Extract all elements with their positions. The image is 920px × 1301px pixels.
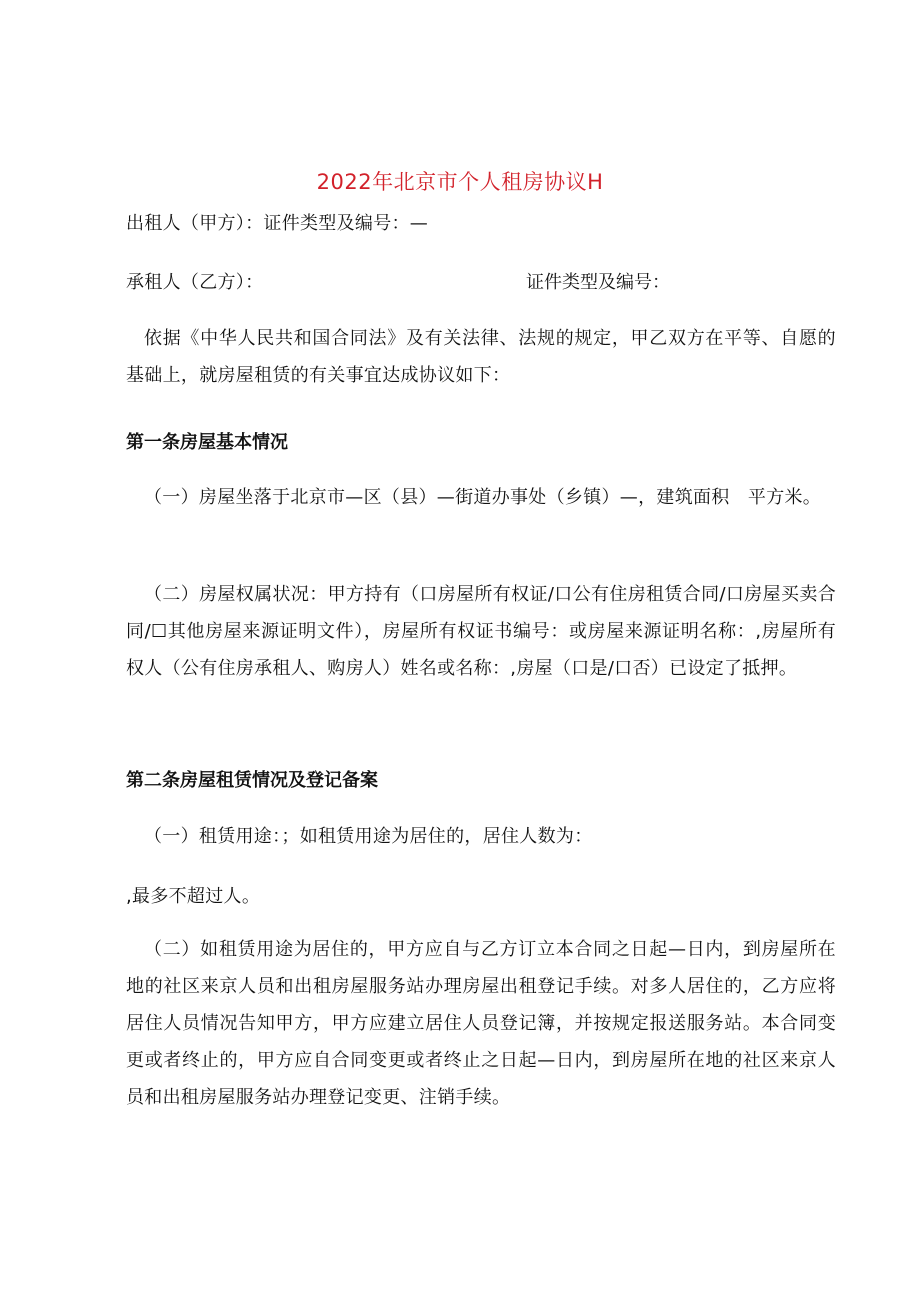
- lessor-line: 出租人（甲方）：证件类型及编号：—: [126, 213, 429, 234]
- article2-item1: （一）租赁用途：；如租赁用途为居住的，居住人数为：: [144, 826, 593, 847]
- document-title: 2022年北京市个人租房协议H: [316, 170, 604, 194]
- lessee-id-label: 证件类型及编号：: [526, 272, 670, 293]
- article2-item1-continuation: ,最多不超过人。: [126, 886, 261, 907]
- lessee-label: 承租人（乙方）：: [126, 272, 264, 293]
- preamble-paragraph: 依据《中华人民共和国合同法》及有关法律、法规的规定，甲乙双方在平等、自愿的基础上，就房屋租赁的有关事宜达成协议如下：: [126, 328, 836, 386]
- article2-heading: 第二条房屋租赁情况及登记备案: [126, 770, 378, 791]
- article2-item2: （二）如租赁用途为居住的，甲方应自与乙方订立本合同之日起—日内，到房屋所在地的社区来京人员和出租房屋服务站办理房屋出租登记手续。对多人居住的，乙方应将居住人员情况告知甲方，甲方应建立居住人员登记簿，并按规定报送服务站。本合同变更或者终止的，甲方应自合同变更或者终止之日起—日内，到房屋所在地的社区来京人员和出租房屋服务站办理登记变更、注销手续。: [126, 939, 836, 1108]
- article1-heading: 第一条房屋基本情况: [126, 432, 288, 453]
- article1-item2: （二）房屋权属状况：甲方持有（口房屋所有权证/口公有住房租赁合同/口房屋买卖合同/☐其他房屋来源证明文件），房屋所有权证书编号：或房屋来源证明名称：,房屋所有权人（公有住房承租人、购房人）姓名或名称：,房屋（口是/口否）已设定了抵押。: [126, 584, 836, 679]
- article1-item1: （一）房屋坐落于北京市—区（县）—街道办事处（乡镇）—，建筑面积 平方米。: [144, 487, 822, 508]
